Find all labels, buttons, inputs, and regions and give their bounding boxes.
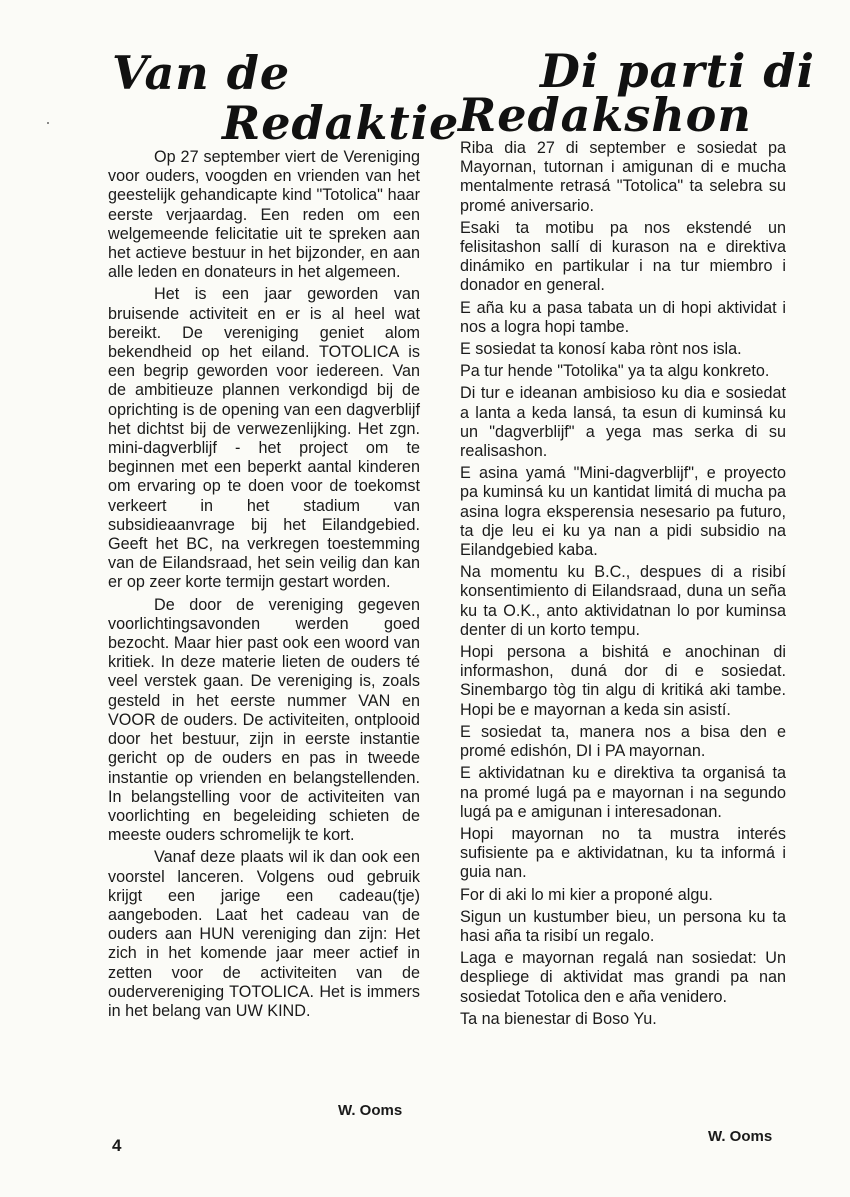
papiamentu-article-body xyxy=(460,139,786,1032)
paragraph: Pa tur hende "Totolika" ya ta algu konkreto. xyxy=(460,362,770,381)
dutch-article-body xyxy=(108,148,420,1024)
paragraph: E asina yamá "Mini-dagverblijf", e proyecto pa kuminsá ku un kantidat limitá di mucha pa asina logra eksperensia nesesario pa futuro, ta dje leu ei ku ya nan a pidi subsidio na Eilandgebied kaba. xyxy=(460,464,786,560)
paragraph: E sosiedat ta konosí kaba rònt nos isla. xyxy=(460,340,742,359)
print-speck xyxy=(47,122,49,124)
paragraph: Hopi persona a bishitá e anochinan di informashon, duná dor di e sosiedat. Sinembargo tòg tin algu di kritiká aki tambe. Hopi be e mayornan a keda sin asistí. xyxy=(460,643,786,719)
page-number: 4 xyxy=(112,1136,122,1155)
paragraph: E sosiedat ta, manera nos a bisa den e promé edishón, DI i PA mayornan. xyxy=(460,722,786,761)
paragraph: E aña ku a pasa tabata un di hopi aktividat i nos a logra hopi tambe. xyxy=(460,298,786,336)
right-title-line1: Di parti di xyxy=(540,44,815,98)
paragraph: Op 27 september viert de Vereniging voor ouders, voogden en vrienden van het geestelijk gehandicapte kind "Totolica" haar eerste verjaardag. Een reden om een welgemeende felicitatie uit te spreken aan het actieve bestuur in het bijzonder, en aan alle leden en donateurs in het algemeen. xyxy=(108,148,420,282)
left-title-line1: Van de xyxy=(112,46,291,100)
paragraph: De door de vereniging gegeven voorlichtingsavonden werden goed bezocht. Maar hier past ook een woord van kritiek. In deze materie lieten de ouders té veel verstek gaan. De vereniging is, zoals gesteld in het eerste nummer VAN en VOOR de ouders. De activiteiten, ontplooid door het bestuur, zijn in eerste instantie gericht op de ouders en pas in tweede instantie op vrienden en belangstellenden. In belangstelling voor de activiteiten van voorlichting en begeleiding schieten de meeste ouders schromelijk te kort. xyxy=(108,595,420,845)
paragraph: Riba dia 27 di september e sosiedat pa Mayornan, tutornan i amigunan di e mucha mentalmente retrasá "Totolica" ta selebra su promé aniversario. xyxy=(460,139,786,215)
paragraph: Di tur e ideanan ambisioso ku dia e sosiedat a lanta a keda lansá, ta esun di kuminsá ku un "dagverblijf" a yega mas serka di su realisashon. xyxy=(460,384,786,461)
paragraph: Het is een jaar geworden van bruisende activiteit en er is al heel wat bereikt. De vereniging geniet alom bekendheid op het eiland. TOTOLICA is een begrip geworden voor iedereen. Van de ambitieuze plannen verkondigd bij de oprichting is de opening van een dagverblijf het dichtst bij de verwezenlijking. Het zgn. mini-dagverblijf - het project om te beginnen met een beperkt aantal kinderen om ervaring op te doen voor de toekomst verkeert in het stadium van subsidieaanvrage bij het Eilandgebied. Geeft het BC, na verkregen toestemming van de Eilandsraad, het sein veilig dan kan er op zeer korte termijn gestart worden. xyxy=(108,285,420,592)
paragraph: Laga e mayornan regalá nan sosiedat: Un despliege di aktividat mas grandi pa nan sosiedat Totolica den e aña venidero. xyxy=(460,949,786,1006)
paragraph: Vanaf deze plaats wil ik dan ook een voorstel lanceren. Volgens oud gebruik krijgt een jarige een cadeau(tje) aangeboden. Laat het cadeau van de ouders aan HUN vereniging dan zijn: Het zich in het komende jaar meer actief in zetten voor de activiteiten van de oudervereniging TOTOLICA. Het is immers in het belang van UW KIND. xyxy=(108,848,420,1020)
paragraph: Esaki ta motibu pa nos ekstendé un felisitashon sallí di kurason na e direktiva dinámiko en partikular i na tur miembro i donador en general. xyxy=(460,218,786,295)
right-title-line2: Redakshon xyxy=(458,88,752,142)
paragraph: Hopi mayornan no ta mustra interés sufisiente pa e aktividatnan, ku ta informá i guia nan. xyxy=(460,824,786,882)
left-title-line2: Redaktie xyxy=(222,96,460,150)
paragraph: For di aki lo mi kier a proponé algu. xyxy=(460,885,713,904)
left-signature: W. Ooms xyxy=(338,1102,403,1119)
right-signature: W. Ooms xyxy=(708,1128,773,1145)
paragraph: Na momentu ku B.C., despues di a risibí konsentimiento di Eilandsraad, duna un seña ku ta O.K., anto aktividatnan lo por kuminsa denter di un korto tempu. xyxy=(460,563,786,639)
paragraph: Sigun un kustumber bieu, un persona ku ta hasi aña ta risibí un regalo. xyxy=(460,907,786,945)
paragraph: E aktividatnan ku e direktiva ta organisá ta na promé lugá pa e mayornan i na segundo lugá pa e amigunan i interesadonan. xyxy=(460,764,786,821)
paragraph: Ta na bienestar di Boso Yu. xyxy=(460,1009,657,1028)
